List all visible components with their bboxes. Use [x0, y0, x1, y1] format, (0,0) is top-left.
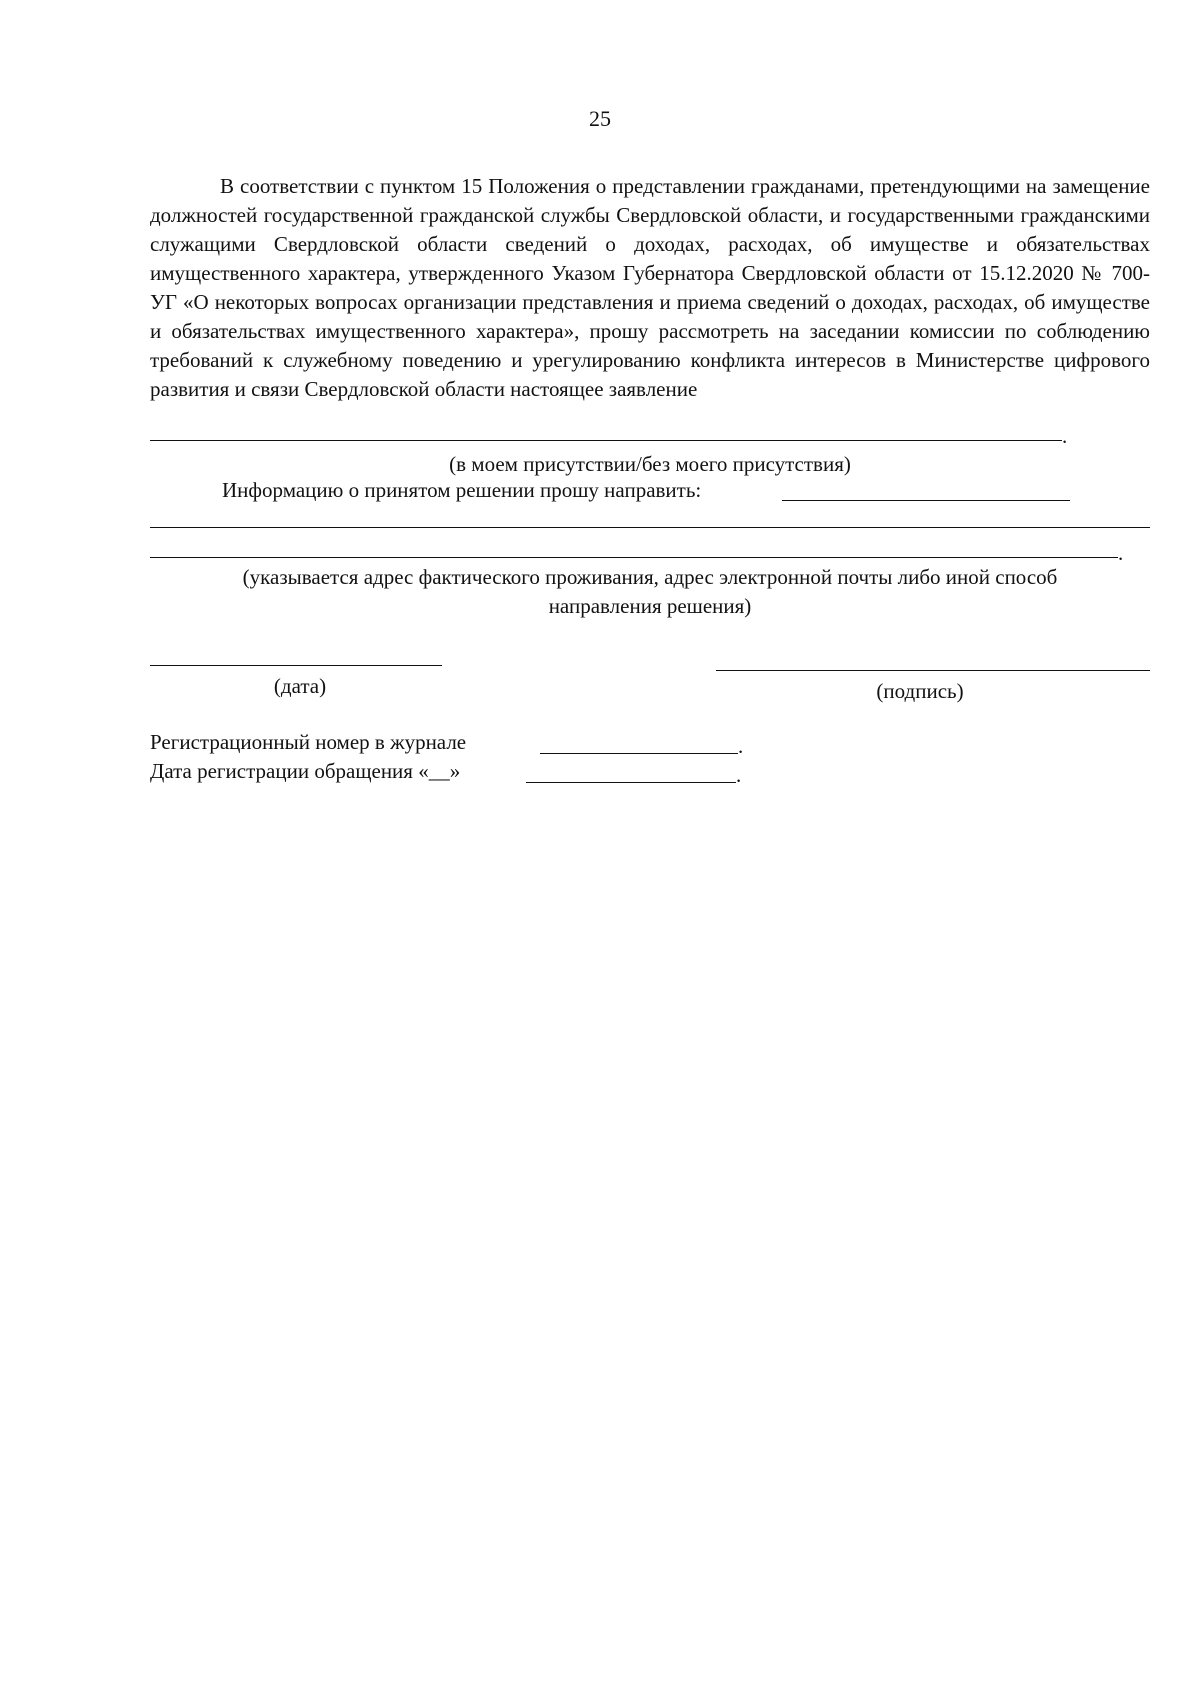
registration-date-period: .	[736, 763, 742, 787]
signature-caption: (подпись)	[876, 679, 964, 703]
presence-line-period: .	[1062, 424, 1068, 448]
address-blank-line-1[interactable]	[150, 527, 1150, 528]
signature-blank-line[interactable]	[716, 670, 1150, 671]
address-blank-line-2[interactable]	[150, 557, 1118, 558]
info-request-blank-line[interactable]	[782, 500, 1070, 501]
registration-number-period: .	[738, 734, 744, 758]
address-line-period: .	[1118, 541, 1124, 565]
info-request-label: Информацию о принятом решении прошу направить:	[222, 478, 702, 502]
address-caption-line-1: (указывается адрес фактического проживания, адрес электронной почты либо иной способ	[242, 565, 1058, 589]
registration-date-label: Дата регистрации обращения «__»	[150, 759, 461, 783]
date-caption: (дата)	[273, 674, 327, 698]
application-body-text: В соответствии с пунктом 15 Положения о представлении гражданами, претендующими на замещение должностей государственной гражданской службы Свердловской области, и государственными гражданскими служащими Свердловской области сведений о доходах, расходах, об имуществе и обязательствах имущественного характера, утвержденного Указом Губернатора Свердловской области от 15.12.2020 № 700-УГ «О некоторых вопросах организации представления и приема сведений о доходах, расходах, об имуществе и обязательствах имущественного характера», прошу рассмотреть на заседании комиссии по соблюдению требований к служебному поведению и урегулированию конфликта интересов в Министерстве цифрового развития и связи Свердловской области настоящее заявление	[150, 174, 1150, 401]
address-caption-line-2: направления решения)	[548, 594, 752, 618]
registration-date-blank-line[interactable]	[526, 782, 736, 783]
page-number: 25	[589, 106, 611, 131]
date-blank-line[interactable]	[150, 665, 442, 666]
registration-number-blank-line[interactable]	[540, 753, 738, 754]
registration-number-label: Регистрационный номер в журнале	[150, 730, 467, 754]
presence-blank-line[interactable]	[150, 440, 1062, 441]
presence-caption: (в моем присутствии/без моего присутствия)	[449, 452, 851, 476]
